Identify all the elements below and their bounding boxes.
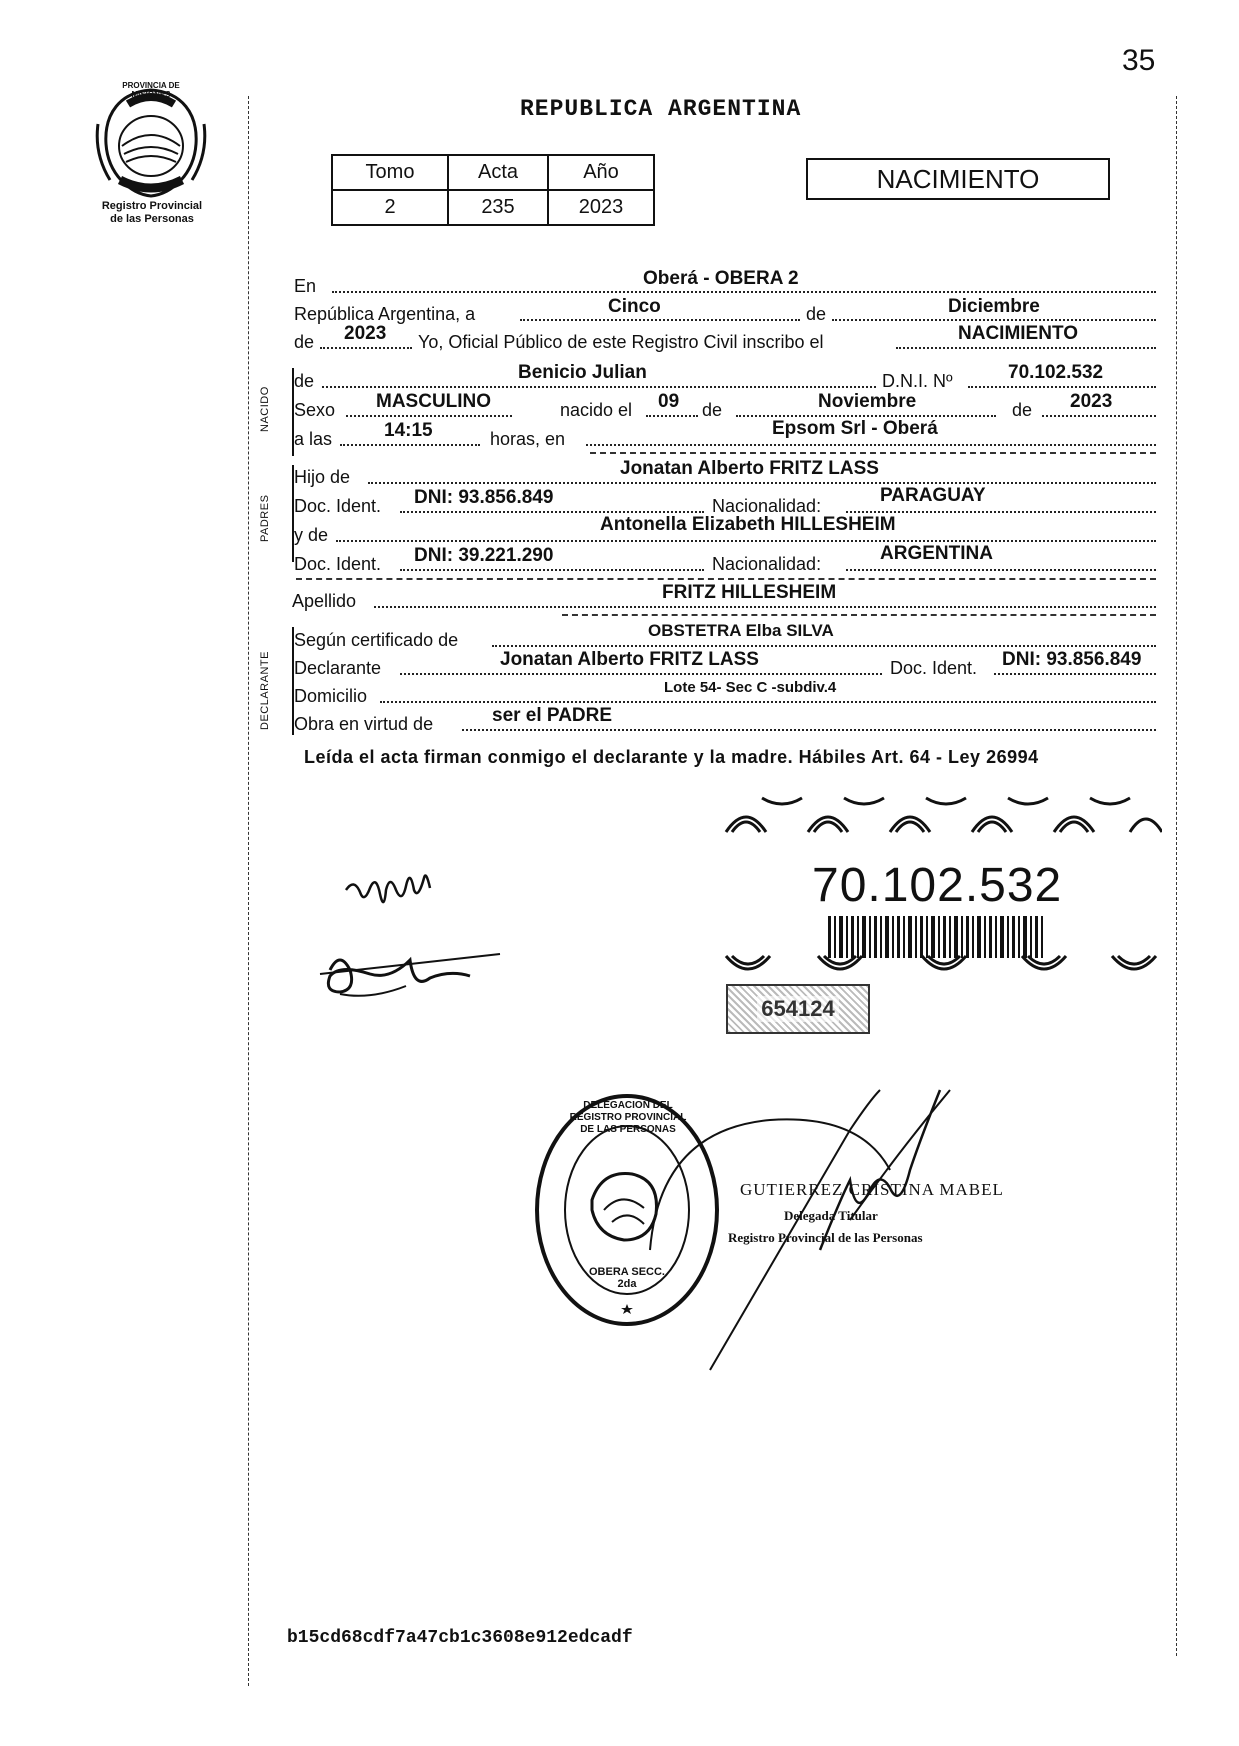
dotline-certificado	[492, 645, 1156, 647]
value-mes: Diciembre	[948, 296, 1040, 317]
security-stamp-code: 654124	[757, 996, 838, 1022]
security-pattern-bottom	[722, 952, 1162, 982]
label-en: En	[294, 276, 317, 296]
value-madre: Antonella Elizabeth HILLESHEIM	[600, 514, 896, 535]
side-label-padres: PADRES	[259, 494, 271, 542]
value-declarante-doc: DNI: 93.856.849	[1002, 649, 1142, 670]
dotline-padre-nac	[846, 511, 1156, 513]
dotline-nac-anio	[1042, 415, 1156, 417]
dotline-madre	[336, 540, 1156, 542]
label-declarante: Declarante	[294, 658, 382, 678]
value-anio: 2023	[344, 323, 387, 344]
dotline-lugar	[332, 291, 1156, 293]
dotline-lugar-nac	[586, 444, 1156, 446]
value-obra: ser el PADRE	[492, 705, 613, 726]
document-hash: b15cd68cdf7a47cb1c3608e912edcadf	[287, 1628, 633, 1648]
value-lugar-nac: Epsom Srl - Oberá	[772, 418, 938, 439]
seal-inner-text: OBERA SECC. 2da	[589, 1266, 665, 1290]
value-padre-doc: DNI: 93.856.849	[414, 487, 554, 508]
dotline-nac-mes	[736, 415, 996, 417]
table-value-acta: 235	[448, 190, 548, 225]
dotline-hora	[340, 444, 480, 446]
value-nombre: Benicio Julian	[518, 362, 647, 383]
label-dni: D.N.I. Nº	[882, 371, 953, 391]
dotline-domicilio	[380, 701, 1156, 703]
value-nac-anio: 2023	[1070, 391, 1113, 412]
label-obra: Obra en virtud de	[294, 714, 434, 734]
value-lugar: Oberá - OBERA 2	[643, 268, 799, 289]
value-certificado: OBSTETRA Elba SILVA	[648, 621, 834, 640]
left-margin-rule	[248, 96, 249, 1686]
label-nacido-el: nacido el	[560, 400, 633, 420]
registry-table	[331, 154, 655, 226]
value-acto: NACIMIENTO	[958, 323, 1078, 344]
label-hijo-de: Hijo de	[294, 467, 351, 487]
page-number: 35	[1122, 44, 1156, 77]
handwritten-initials	[340, 860, 460, 920]
registrar-role: Delegada Titular	[784, 1208, 878, 1223]
dotline-anio	[320, 347, 412, 349]
registrar-name: GUTIERREZ CRISTINA MABEL	[740, 1180, 1004, 1199]
label-horas-en: horas, en	[490, 429, 566, 449]
value-apellido: FRITZ HILLESHEIM	[662, 582, 837, 603]
divider-nacido	[590, 452, 1156, 454]
value-domicilio: Lote 54- Sec C -subdiv.4	[664, 679, 837, 696]
label-nacionalidad-2: Nacionalidad:	[712, 554, 822, 574]
security-pattern-top	[722, 792, 1162, 834]
value-madre-doc: DNI: 39.221.290	[414, 545, 554, 566]
value-madre-nac: ARGENTINA	[880, 543, 993, 564]
dotline-dia	[520, 319, 800, 321]
value-nac-mes: Noviembre	[818, 391, 917, 412]
label-apellido: Apellido	[292, 591, 357, 611]
dotline-nombre	[322, 386, 876, 388]
label-de-a: de	[702, 400, 723, 420]
value-padre: Jonatan Alberto FRITZ LASS	[620, 458, 879, 479]
side-label-declarante: DECLARANTE	[259, 651, 271, 730]
table-value-tomo: 2	[332, 190, 448, 225]
registry-caption-line2: de las Personas	[110, 213, 194, 225]
document-title: REPUBLICA ARGENTINA	[520, 96, 802, 122]
divider-apellido	[562, 614, 1156, 616]
dotline-acto	[896, 347, 1156, 349]
dotline-declarante	[400, 673, 882, 675]
registrar-office: Registro Provincial de las Personas	[728, 1230, 923, 1245]
security-stamp	[726, 984, 870, 1034]
label-y-de: y de	[294, 525, 329, 545]
value-sexo: MASCULINO	[376, 391, 492, 412]
declarant-signature	[310, 930, 510, 1010]
label-republica: República Argentina, a	[294, 304, 476, 324]
label-inscribo: Yo, Oficial Público de este Registro Civil inscribo el	[418, 332, 824, 352]
dotline-apellido	[374, 606, 1156, 608]
label-doc-ident-1: Doc. Ident.	[294, 496, 382, 516]
label-de-mid: de	[806, 304, 827, 324]
dotline-padre	[368, 482, 1156, 484]
dotline-nac-dia	[646, 415, 698, 417]
province-seal-logo	[90, 81, 212, 202]
dotline-dni	[968, 386, 1156, 388]
dotline-mes	[832, 319, 1156, 321]
label-de-b: de	[1012, 400, 1033, 420]
value-nac-dia: 09	[658, 391, 680, 412]
dotline-obra	[462, 729, 1156, 731]
side-label-nacido: NACIDO	[259, 386, 271, 432]
divider-padres	[296, 578, 1156, 580]
value-declarante: Jonatan Alberto FRITZ LASS	[500, 649, 759, 670]
label-doc-ident-2: Doc. Ident.	[294, 554, 382, 574]
value-dni: 70.102.532	[1008, 362, 1104, 383]
value-hora: 14:15	[384, 420, 433, 441]
label-de-nombre: de	[294, 371, 315, 391]
registry-caption-line1: Registro Provincial	[101, 200, 203, 212]
security-dni-number: 70.102.532	[812, 859, 1063, 912]
label-nacionalidad-1: Nacionalidad:	[712, 496, 822, 516]
seal-ring-text: DELEGACION DEL REGISTRO PROVINCIAL DE LAS PERSONAS	[569, 1100, 687, 1135]
value-padre-nac: PARAGUAY	[880, 485, 986, 506]
label-segun: Según certificado de	[294, 630, 459, 650]
dotline-madre-doc	[400, 569, 704, 571]
act-type-box: NACIMIENTO	[806, 158, 1110, 200]
dotline-declarante-doc	[994, 673, 1156, 675]
value-dia: Cinco	[608, 296, 661, 317]
signing-notice: Leída el acta firman conmigo el declarante y la madre. Hábiles Art. 64 - Ley 26994	[304, 747, 1039, 767]
table-header-tomo: Tomo	[332, 155, 448, 190]
right-margin-rule	[1176, 96, 1177, 1656]
registry-caption	[88, 200, 216, 226]
label-domicilio: Domicilio	[294, 686, 368, 706]
dotline-madre-nac	[846, 569, 1156, 571]
label-doc-ident-3: Doc. Ident.	[890, 658, 978, 678]
label-sexo: Sexo	[294, 400, 336, 420]
label-a-las: a las	[294, 429, 333, 449]
table-header-acta: Acta	[448, 155, 548, 190]
table-header-anio: Año	[548, 155, 654, 190]
label-de-start: de	[294, 332, 315, 352]
logo-text: PROVINCIA DE MISIONES	[122, 81, 180, 99]
table-value-anio: 2023	[548, 190, 654, 225]
dotline-sexo	[346, 415, 512, 417]
dotline-padre-doc	[400, 511, 704, 513]
